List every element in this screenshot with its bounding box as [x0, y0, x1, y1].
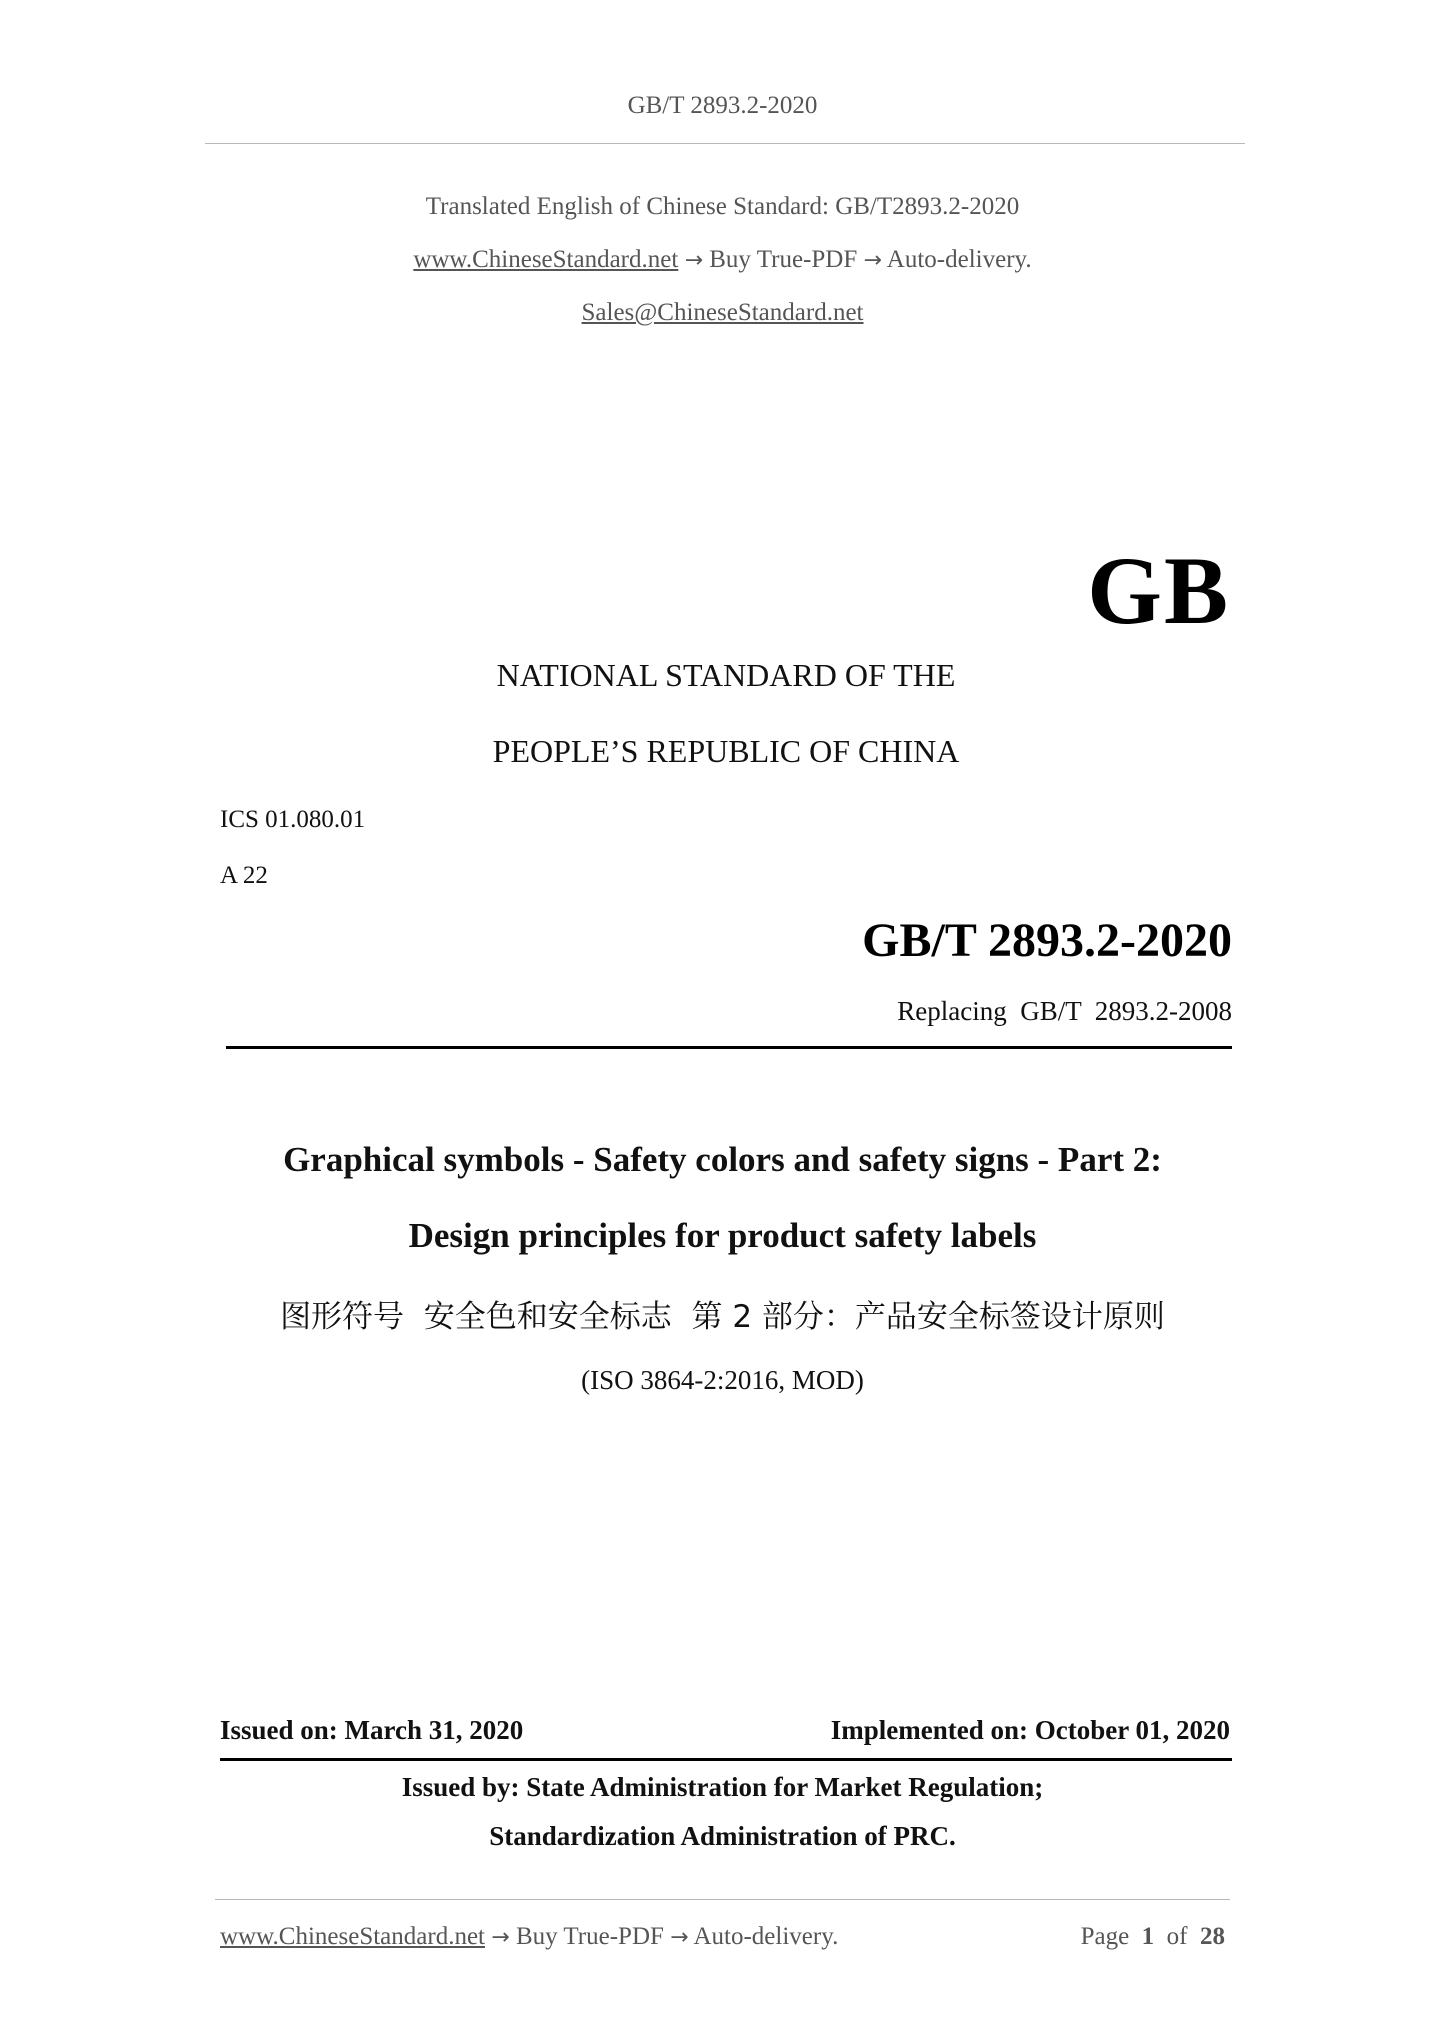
replacing-note: Replacing GB/T 2893.2-2008	[897, 996, 1232, 1026]
national-standard-line2: PEOPLE’S REPUBLIC OF CHINA	[492, 733, 960, 769]
arrow-right-icon: →	[863, 248, 882, 273]
national-standard-line1: NATIONAL STANDARD OF THE	[496, 657, 956, 693]
header-divider	[205, 143, 1245, 144]
page-current: 1	[1141, 1923, 1155, 1950]
title-chinese: 图形符号 安全色和安全标志 第 2 部分：产品安全标签设计原则	[280, 1299, 1165, 1335]
buy-line	[0, 246, 1445, 274]
issued-by-line1: Issued by: State Administration for Market Regulation;	[401, 1772, 1044, 1802]
footer-divider	[215, 1899, 1230, 1900]
page-of: of	[1166, 1923, 1188, 1950]
sales-email-link[interactable]: Sales@ChineseStandard.net	[581, 299, 864, 326]
translated-notice: Translated English of Chinese Standard: GB/T2893.2-2020	[425, 193, 1020, 220]
issued-by-line2: Standardization Administration of PRC.	[489, 1821, 956, 1851]
buy-true-pdf-text: Buy True-PDF	[709, 246, 858, 273]
issue-divider	[220, 1758, 1232, 1761]
auto-delivery-text: Auto-delivery.	[886, 246, 1032, 273]
sales-line	[0, 299, 1445, 327]
issued-on-date: Issued on: March 31, 2020	[220, 1715, 524, 1745]
footer-links	[220, 1923, 838, 1951]
iso-reference: (ISO 3864-2:2016, MOD)	[581, 1365, 864, 1395]
page-word: Page	[1080, 1923, 1130, 1950]
page-indicator	[1081, 1923, 1225, 1951]
ics-code: ICS 01.080.01	[220, 806, 366, 833]
running-header-title: GB/T 2893.2-2020	[627, 92, 818, 119]
arrow-right-icon: →	[491, 1925, 510, 1950]
title-divider	[226, 1046, 1232, 1049]
standard-number: GB/T 2893.2-2020	[862, 914, 1232, 967]
title-english-line1: Graphical symbols - Safety colors and safety signs - Part 2:	[283, 1140, 1162, 1179]
footer-delivery-text: Auto-delivery.	[693, 1923, 839, 1950]
implemented-on-date: Implemented on: October 01, 2020	[830, 1715, 1230, 1745]
title-english-line2: Design principles for product safety labels	[408, 1216, 1037, 1255]
footer-buy-text: Buy True-PDF	[515, 1923, 664, 1950]
arrow-right-icon: →	[684, 248, 703, 273]
footer-site-link[interactable]: www.ChineseStandard.net	[220, 1923, 485, 1950]
page-total: 28	[1200, 1923, 1225, 1950]
arrow-right-icon: →	[670, 1925, 689, 1950]
gb-logo: GB	[1087, 537, 1230, 644]
site-link[interactable]: www.ChineseStandard.net	[413, 246, 679, 273]
ccs-code: A 22	[220, 862, 268, 889]
